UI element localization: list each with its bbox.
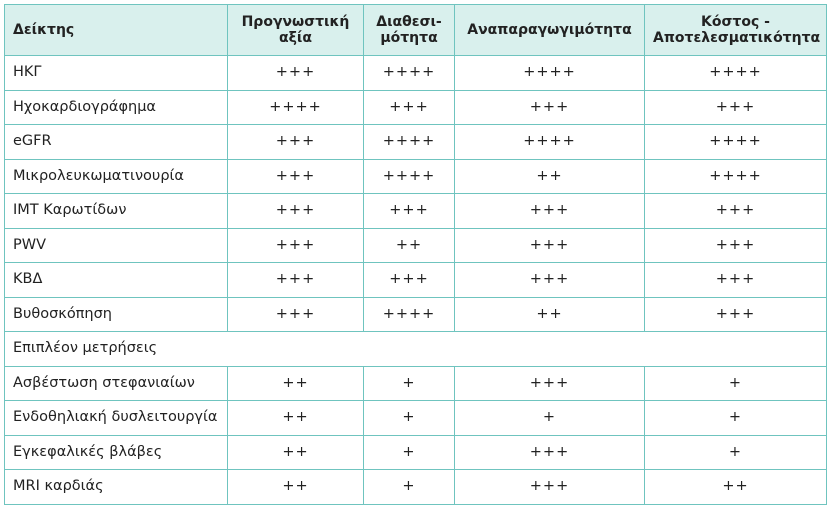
header-cost-effectiveness: Κόστος - Αποτελεσματικότητα xyxy=(645,5,827,56)
rating-cell: +++ xyxy=(455,470,645,505)
row-label: IMT Καρωτίδων xyxy=(5,194,228,229)
rating-cell: ++ xyxy=(228,401,364,436)
rating-cell: +++ xyxy=(455,228,645,263)
rating-cell: ++++ xyxy=(645,159,827,194)
row-label: ΚΒΔ xyxy=(5,263,228,298)
rating-cell: ++++ xyxy=(364,125,455,160)
header-availability: Διαθεσι-μότητα xyxy=(364,5,455,56)
table-row xyxy=(5,297,827,332)
rating-cell: ++ xyxy=(364,228,455,263)
rating-cell: ++++ xyxy=(364,56,455,91)
rating-cell: ++ xyxy=(455,297,645,332)
rating-cell: ++++ xyxy=(645,56,827,91)
rating-cell: +++ xyxy=(364,194,455,229)
section-label: Επιπλέον μετρήσεις xyxy=(5,332,827,367)
header-marker: Δείκτης xyxy=(5,5,228,56)
rating-cell: +++ xyxy=(645,194,827,229)
row-label: ΗΚΓ xyxy=(5,56,228,91)
rating-cell: +++ xyxy=(455,435,645,470)
rating-cell: +++ xyxy=(228,125,364,160)
rating-cell: +++ xyxy=(645,297,827,332)
header-prognostic-value: Προγνωστική αξία xyxy=(228,5,364,56)
rating-cell: ++ xyxy=(645,470,827,505)
rating-cell: +++ xyxy=(455,194,645,229)
table-row xyxy=(5,90,827,125)
row-label: Βυθοσκόπηση xyxy=(5,297,228,332)
rating-cell: +++ xyxy=(455,90,645,125)
table-header-row xyxy=(5,5,827,56)
rating-cell: + xyxy=(364,401,455,436)
rating-cell: + xyxy=(364,366,455,401)
rating-cell: +++ xyxy=(364,263,455,298)
table-row xyxy=(5,401,827,436)
rating-cell: +++ xyxy=(228,263,364,298)
rating-cell: + xyxy=(364,470,455,505)
row-label: Μικρολευκωματινουρία xyxy=(5,159,228,194)
table-row xyxy=(5,470,827,505)
rating-cell: + xyxy=(645,401,827,436)
table-row xyxy=(5,228,827,263)
row-label: eGFR xyxy=(5,125,228,160)
table-row xyxy=(5,435,827,470)
rating-cell: +++ xyxy=(645,90,827,125)
rating-cell: +++ xyxy=(228,297,364,332)
rating-cell: +++ xyxy=(455,366,645,401)
rating-cell: ++ xyxy=(228,366,364,401)
table-row xyxy=(5,366,827,401)
rating-cell: +++ xyxy=(228,56,364,91)
rating-cell: +++ xyxy=(228,228,364,263)
table-row xyxy=(5,159,827,194)
table-row xyxy=(5,263,827,298)
rating-cell: ++++ xyxy=(228,90,364,125)
rating-cell: ++++ xyxy=(364,159,455,194)
rating-cell: + xyxy=(364,435,455,470)
rating-cell: ++ xyxy=(228,435,364,470)
rating-cell: + xyxy=(645,435,827,470)
rating-cell: +++ xyxy=(645,228,827,263)
rating-cell: + xyxy=(645,366,827,401)
rating-cell: ++++ xyxy=(364,297,455,332)
row-label: MRI καρδιάς xyxy=(5,470,228,505)
table-row xyxy=(5,56,827,91)
rating-cell: ++ xyxy=(228,470,364,505)
table-body xyxy=(5,56,827,505)
table-row xyxy=(5,194,827,229)
rating-cell: ++ xyxy=(455,159,645,194)
rating-cell: ++++ xyxy=(645,125,827,160)
rating-cell: +++ xyxy=(645,263,827,298)
row-label: Ηχοκαρδιογράφημα xyxy=(5,90,228,125)
rating-cell: ++++ xyxy=(455,56,645,91)
row-label: Ενδοθηλιακή δυσλειτουργία xyxy=(5,401,228,436)
rating-cell: +++ xyxy=(228,159,364,194)
rating-cell: + xyxy=(455,401,645,436)
marker-comparison-table xyxy=(4,4,827,505)
row-label: Ασβέστωση στεφανιαίων xyxy=(5,366,228,401)
rating-cell: ++++ xyxy=(455,125,645,160)
table-row xyxy=(5,125,827,160)
row-label: Εγκεφαλικές βλάβες xyxy=(5,435,228,470)
row-label: PWV xyxy=(5,228,228,263)
rating-cell: +++ xyxy=(364,90,455,125)
rating-cell: +++ xyxy=(455,263,645,298)
header-reproducibility: Αναπαραγωγιμότητα xyxy=(455,5,645,56)
section-row xyxy=(5,332,827,367)
rating-cell: +++ xyxy=(228,194,364,229)
